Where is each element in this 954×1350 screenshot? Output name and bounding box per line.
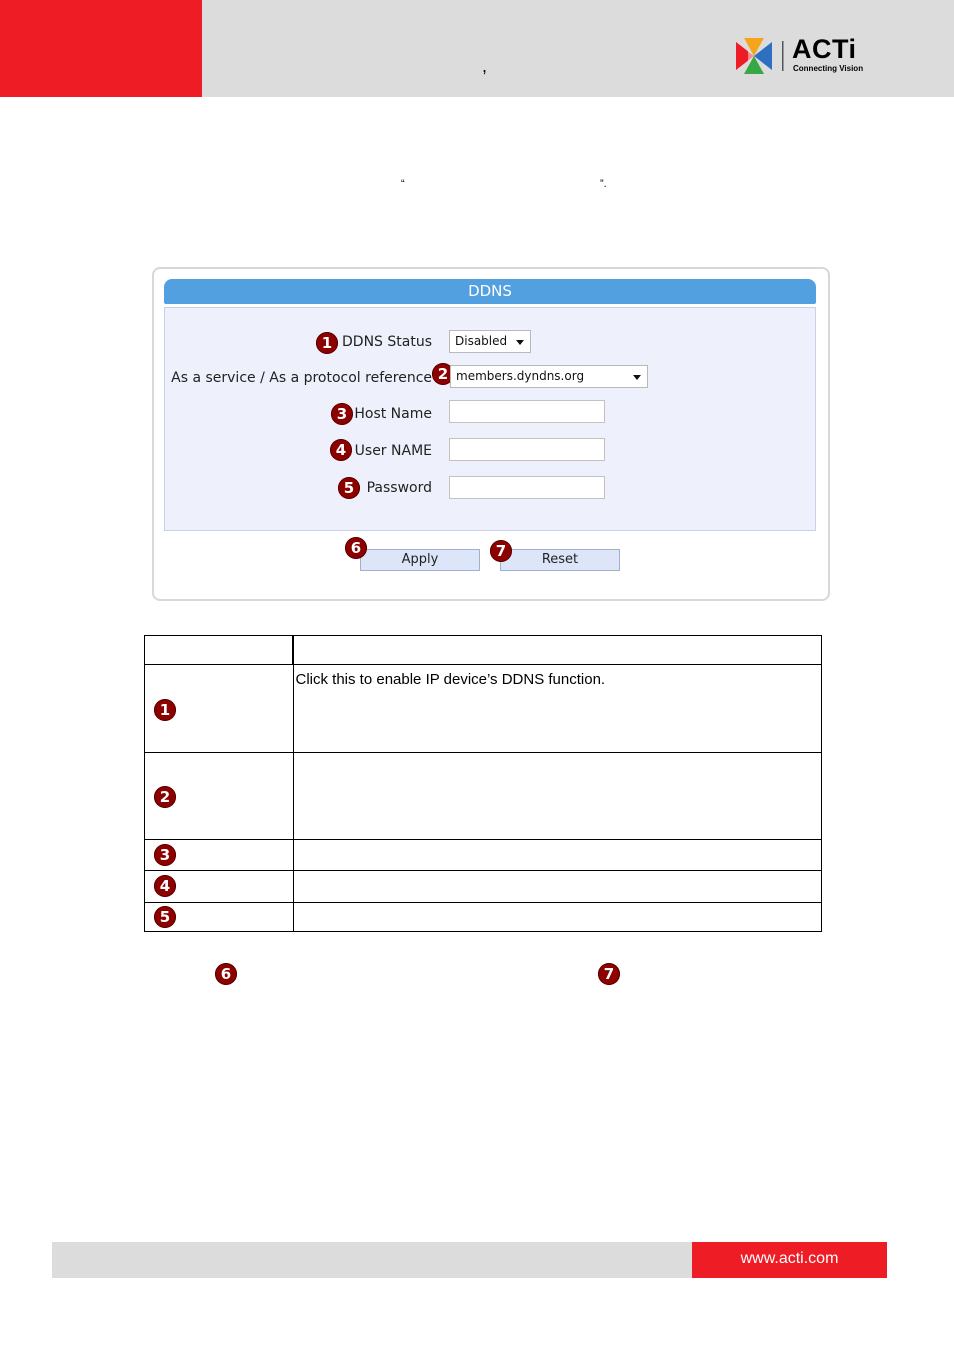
marker-4-icon: 4 <box>154 875 176 897</box>
apply-button[interactable]: Apply <box>360 549 480 571</box>
host-name-input[interactable] <box>449 400 605 423</box>
marker-7-icon: 7 <box>490 540 512 562</box>
table-cell-description <box>293 840 822 871</box>
row-description <box>294 840 822 852</box>
table-cell-marker <box>145 871 294 903</box>
intro-quote-close: ”. <box>600 178 607 190</box>
panel-title: DDNS <box>164 279 816 304</box>
table-header-cell <box>293 636 822 665</box>
marker-4-icon: 4 <box>330 439 352 461</box>
row-description <box>294 753 822 765</box>
table-row <box>145 871 822 903</box>
table-row <box>145 840 822 871</box>
ddns-status-label: DDNS Status <box>342 334 432 350</box>
marker-6-icon: 6 <box>345 537 367 559</box>
service-label: As a service / As a protocol reference <box>171 370 432 386</box>
reset-button[interactable]: Reset <box>500 549 620 571</box>
table-cell-marker <box>145 840 294 871</box>
chevron-down-icon <box>633 375 641 380</box>
marker-2-icon: 2 <box>432 363 454 385</box>
brand-tagline: Connecting Vision <box>793 64 864 73</box>
marker-5-icon: 5 <box>338 477 360 499</box>
marker-3-icon: 3 <box>154 844 176 866</box>
table-row <box>145 665 822 753</box>
password-input[interactable] <box>449 476 605 499</box>
row-description <box>294 903 822 915</box>
table-row <box>145 903 822 932</box>
table-cell-description <box>293 903 822 932</box>
brand-wordmark: ACTi <box>792 34 857 64</box>
table-cell-description <box>293 665 822 753</box>
table-cell-marker <box>145 753 294 840</box>
header-red-block <box>0 0 202 97</box>
host-name-label: Host Name <box>354 406 432 422</box>
marker-1-icon: 1 <box>316 332 338 354</box>
row-description <box>294 871 822 883</box>
header-title-fragment: , <box>482 56 488 76</box>
service-value: members.dyndns.org <box>456 369 585 383</box>
service-select[interactable] <box>450 365 648 388</box>
marker-6-icon: 6 <box>215 963 237 985</box>
marker-1-icon: 1 <box>154 699 176 721</box>
ddns-status-value: Disabled <box>455 334 508 348</box>
password-label: Password <box>366 480 432 496</box>
table-cell-marker <box>145 903 294 932</box>
marker-5-icon: 5 <box>154 906 176 928</box>
intro-quote-open: “ <box>401 178 405 190</box>
chevron-down-icon <box>516 340 524 345</box>
footer-bar <box>52 1242 692 1278</box>
reference-table <box>144 635 822 932</box>
table-cell-description <box>293 871 822 903</box>
row-description: Click this to enable IP device’s DDNS function. <box>295 671 606 688</box>
table-header-row <box>145 636 822 665</box>
table-header-cell <box>145 636 294 665</box>
marker-7-icon: 7 <box>598 963 620 985</box>
marker-2-icon: 2 <box>154 786 176 808</box>
footer-website-link[interactable]: www.acti.com <box>692 1242 887 1278</box>
table-row <box>145 753 822 840</box>
ddns-status-select[interactable] <box>449 330 531 353</box>
user-name-label: User NAME <box>354 443 432 459</box>
table-cell-marker <box>145 665 294 753</box>
user-name-input[interactable] <box>449 438 605 461</box>
table-cell-description <box>293 753 822 840</box>
marker-3-icon: 3 <box>331 403 353 425</box>
